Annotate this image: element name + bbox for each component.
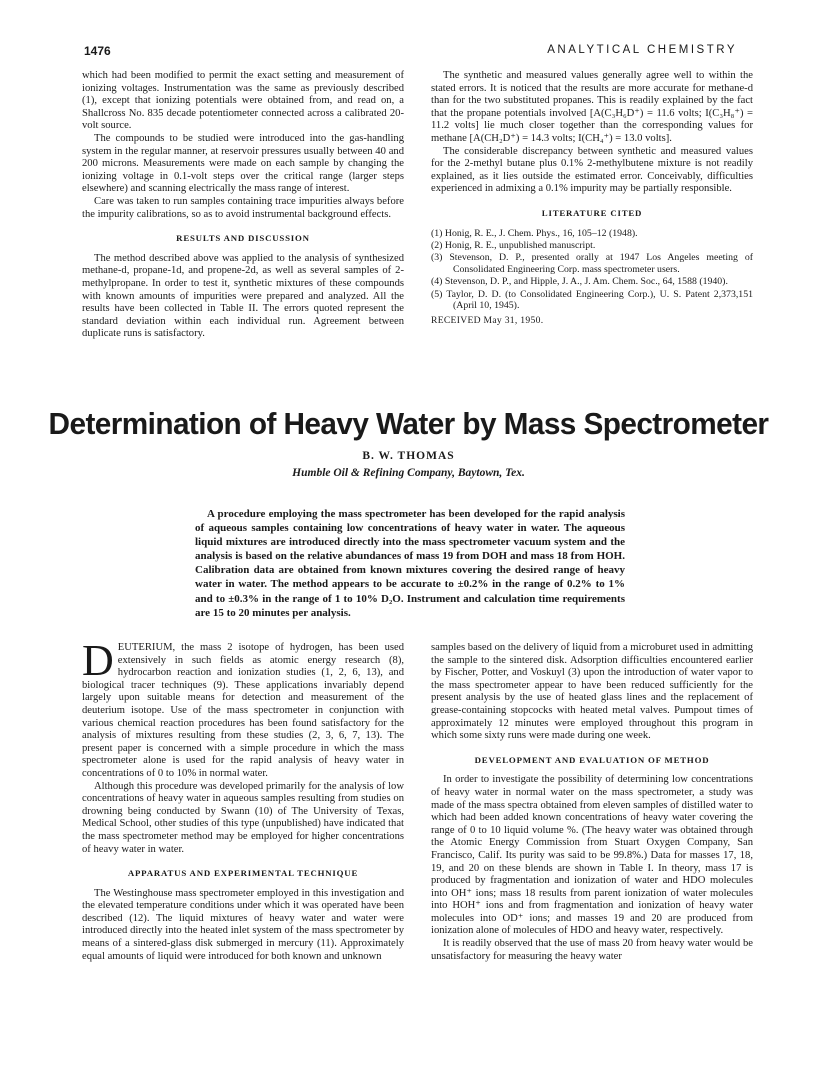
- paragraph: EUTERIUM, the mass 2 isotope of hydrogen, has been used extensively in such fields as atomic energy research (8), hydrocarbon reaction and ionization studies (1, 2, 6, 13), and biological tracer techniques (9). These applications invariably depend largely upon suitable means for detection and measurement of the deuterium isotope. Use of the mass spectrometer in conjunction with various chemical reaction procedures has been found satisfactory for the analysis of mixtures resulting from these studies (2, 3, 6, 7, 13). The present paper is concerned with a simple procedure in which the mass spectrometer alone is used for the rapid analysis of heavy water in concentrations of 0 to 10% in normal water.: [82, 642, 404, 779]
- lower-left-column: [82, 636, 404, 963]
- intro-block: [82, 636, 404, 781]
- reference-item: (3) Stevenson, D. P., presented orally at 1947 Los Angeles meeting of Consolidated Engineering Corp. mass spectrometer users.: [431, 252, 753, 275]
- paragraph: It is readily observed that the use of mass 20 from heavy water would be unsatisfactory for measuring the heavy water: [431, 938, 753, 962]
- drop-cap: D: [82, 636, 114, 685]
- section-heading-results: RESULTS AND DISCUSSION: [176, 233, 310, 244]
- section-heading-development: DEVELOPMENT AND EVALUATION OF METHOD: [474, 754, 710, 765]
- paragraph: samples based on the delivery of liquid from a microburet used in admitting the sample to the sintered disk. Adsorption difficulties encountered earlier by Fischer, Potter, and Voskuyl (3) upon the introduction of water vapor to the mass spectrometer appear to have been reduced sufficiently for the present analysis by the use of heated glass lines and the replacement of grease-containing stopcocks with heated metal valves. Pumpout times of approximately 12 minutes were employed throughout this program in which some sixty runs were made during one week.: [431, 642, 753, 742]
- paragraph: The compounds to be studied were introduced into the gas-handling system in the regular manner, at reservoir pressures usually between 40 and 200 microns. Measurements were made on each sample by changing the ionizing voltage in 0.1-volt steps over the critical range (larger steps elsewhere) and scanning electrically the mass range of interest.: [82, 132, 404, 195]
- reference-list: [431, 228, 753, 312]
- lower-right-column: [431, 642, 753, 963]
- article-abstract: A procedure employing the mass spectrometer has been developed for the rapid analysis of aqueous samples containing low concentrations of heavy water in water. The aqueous liquid mixtures are introduced directly into the mass spectrometer vacuum system and the analysis is based on the relative abundances of mass 19 from DOH and mass 18 from HOH. Calibration data are obtained from known mixtures covering the desired range of heavy water in water. The method appears to be accurate to ±0.2% in the range of 0.2% to 1% and to ±0.3% in the range of 1 to 10% D₂O. Instrument and calculation time requirements are 15 to 20 minutes per analysis.: [195, 508, 625, 619]
- received-date: RECEIVED May 31, 1950.: [431, 315, 544, 327]
- author-affiliation: Humble Oil & Refining Company, Baytown, Tex.: [292, 467, 525, 479]
- reference-item: (1) Honig, R. E., J. Chem. Phys., 16, 105–12 (1948).: [431, 227, 638, 239]
- paragraph: which had been modified to permit the exact setting and measurement of ionizing voltages. Instrumentation was the same as previously described (1), except that ionizing potentials were obtained from, and read on, a Shallcross No. 835 decade potentiometer connected across a calibrated 20-volt source.: [82, 70, 404, 132]
- reference-item: (5) Taylor, D. D. (to Consolidated Engineering Corp.), U. S. Patent 2,373,151 (April 10, 1945).: [431, 288, 753, 311]
- paragraph: The Westinghouse mass spectrometer employed in this investigation and the elevated temperature conditions under which it was operated have been described (12). The liquid mixtures of heavy water and water were introduced directly into the heated inlet system of the mass spectrometer by means of a sintered-glass disk submerged in mercury (11). Approximately equal amounts of liquid were introduced for both known and unknown: [82, 887, 404, 962]
- upper-left-column: [82, 70, 404, 341]
- article-title: Determination of Heavy Water by Mass Spectrometer: [48, 406, 769, 441]
- section-heading-apparatus: APPARATUS AND EXPERIMENTAL TECHNIQUE: [127, 868, 359, 879]
- paragraph: The considerable discrepancy between synthetic and measured values for the 2-methyl butane plus 0.1% 2-methylbutene mixture is not readily explained, as it lies outside the estimated error. Conceivably, difficulties experienced in admixing a 0.1% impurity may be partially responsible.: [431, 145, 753, 195]
- page-header: [84, 44, 737, 60]
- paragraph: The synthetic and measured values generally agree well to within the stated errors. It is noticed that the results are more accurate for methane-d than for the two substituted propanes. This is readily explained by the fact that the propane potentials involved [A(C₃H₆D⁺) = 11.6 volts; I(C₃H₈⁺) = 11.2 volts] lie much closer together than the corresponding values for methane [A(CH₂D⁺) = 14.3 volts; I(CH₄⁺) = 13.0 volts].: [431, 70, 753, 144]
- upper-right-column: [431, 70, 753, 328]
- article-author: B. W. THOMAS: [362, 450, 455, 462]
- page-number: 1476: [84, 44, 111, 58]
- reference-item: (4) Stevenson, D. P., and Hipple, J. A., J. Am. Chem. Soc., 64, 1588 (1940).: [431, 276, 728, 288]
- journal-name: ANALYTICAL CHEMISTRY: [547, 44, 737, 56]
- reference-item: (2) Honig, R. E., unpublished manuscript.: [431, 239, 596, 251]
- paragraph: Although this procedure was developed primarily for the analysis of low concentrations of heavy water in aqueous samples resulting from studies on drowning being conducted by Swann (10) of The University of Texas, Medical School, other studies of this type (unpublished) have indicated that the mass spectrometer method may be employed for higher concentrations of heavy water in water.: [82, 780, 404, 855]
- section-heading-literature: LITERATURE CITED: [541, 207, 643, 218]
- paragraph: The method described above was applied to the analysis of synthesized methane-d, propane-1d, and propene-2d, as well as several samples of 2-methylpropane. In order to test it, synthetic mixtures of these compounds with known amounts of impurities were prepared and analyzed. All the results have been collected in Table II. The errors quoted represent the standard deviation within each individual run. Agreement between duplicate runs is satisfactory.: [82, 252, 404, 340]
- paragraph: Care was taken to run samples containing trace impurities always before the impurity calibrations, so as to avoid instrumental background effects.: [82, 195, 404, 220]
- paragraph: In order to investigate the possibility of determining low concentrations of heavy water in normal water on the mass spectrometer, a study was made of the mass spectra obtained from eleven samples of distilled water to which had been added known concentrations of heavy water covering the range of 0 to 10 liquid volume %. (The heavy water was obtained through the Atomic Energy Commission from Stuart Oxygen Company, San Francisco, Calif. Its purity was said to be 99.8%.) Data for masses 17, 18, 19, and 20 on these blends are shown in Table I. In theory, mass 17 is produced by fragmentation and ionization of water and HDO molecules into OH⁺ ions; mass 18 results from parent ionization of water molecules into HOH⁺ ions and from fragmentation and ionization of heavy water molecules into OD⁺ ions; and masses 19 and 20 are produced from ionization alone of molecules of HDO and heavy water, respectively.: [431, 774, 753, 937]
